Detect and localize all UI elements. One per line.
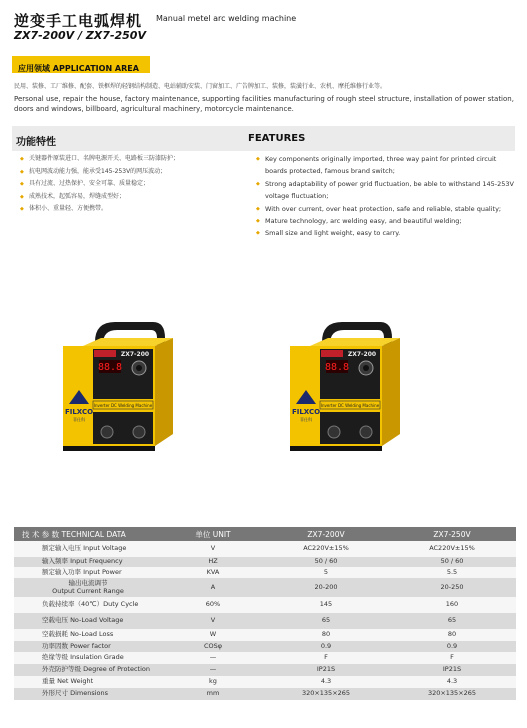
table-row <box>14 613 516 629</box>
value-200-cell: 50 / 60 <box>264 557 388 567</box>
unit-cell: V <box>162 541 264 557</box>
value-250-cell: 20-250 <box>388 578 516 597</box>
welder-image <box>55 316 185 466</box>
value-250-cell: 0.9 <box>388 641 516 652</box>
panel-strip-label: Inverter DC Welding Machine <box>93 403 153 408</box>
value-250-cell: IP21S <box>388 664 516 676</box>
value-200-cell: 145 <box>264 597 388 613</box>
param-cell: 输出电流调节 Output Current Range <box>14 578 162 597</box>
table-row <box>14 557 516 567</box>
col-header-model-250: ZX7-250V <box>388 527 516 541</box>
value-200-cell: 20-200 <box>264 578 388 597</box>
feature-item: ◆ Strong adaptability of power grid fluctuation, be able to withstand 145-253V voltage fluctuation; <box>256 178 516 203</box>
unit-cell: — <box>162 664 264 676</box>
value-200-cell: 80 <box>264 629 388 641</box>
page-subtitle: Manual metel arc welding machine <box>156 14 297 23</box>
value-250-cell: 4.3 <box>388 676 516 688</box>
unit-cell: COSφ <box>162 641 264 652</box>
spec-table-header <box>14 527 516 541</box>
unit-cell: kg <box>162 676 264 688</box>
value-200-cell: 5 <box>264 567 388 578</box>
feature-item: ◆ 关键器件原装进口、名牌电源开关、电路板三防漆防护； <box>20 153 240 166</box>
value-200-cell: AC220V±15% <box>264 541 388 557</box>
panel-strip-label: Inverter DC Welding Machine <box>320 403 380 408</box>
model-numbers: ZX7-200V / ZX7-250V <box>14 29 146 42</box>
param-cell: 外形尺寸 Dimensions <box>14 688 162 700</box>
param-cell: 额定输入电压 Input Voltage <box>14 541 162 557</box>
value-250-cell: 80 <box>388 629 516 641</box>
unit-cell: A <box>162 578 264 597</box>
brand-logo-cn: 菲仕科 <box>73 417 85 422</box>
panel-model-label: ZX7-200 <box>120 351 150 358</box>
value-200-cell: 0.9 <box>264 641 388 652</box>
unit-cell: KVA <box>162 567 264 578</box>
param-cell: 重量 Net Weight <box>14 676 162 688</box>
features-heading-en: FEATURES <box>248 133 306 144</box>
param-cell: 空载电压 No-Load Voltage <box>14 613 162 629</box>
unit-cell: 60% <box>162 597 264 613</box>
table-row <box>14 688 516 700</box>
unit-cell: HZ <box>162 557 264 567</box>
application-band <box>12 56 150 73</box>
param-cell: 外壳防护等级 Degree of Protection <box>14 664 162 676</box>
value-250-cell: 5.5 <box>388 567 516 578</box>
value-200-cell: IP21S <box>264 664 388 676</box>
col-header-unit: 单位 UNIT <box>162 527 264 541</box>
table-row <box>14 664 516 676</box>
value-250-cell: F <box>388 652 516 664</box>
unit-cell: mm <box>162 688 264 700</box>
brand-logo-cn: 菲仕科 <box>300 417 312 422</box>
feature-item: ◆ 体积小、重量轻、方便携带。 <box>20 203 240 216</box>
param-cell: 空载损耗 No-Load Loss <box>14 629 162 641</box>
value-200-cell: 65 <box>264 613 388 629</box>
unit-cell: W <box>162 629 264 641</box>
feature-item: ◆ 成熟技术，起弧容易，焊缝成型好； <box>20 191 240 204</box>
unit-cell: V <box>162 613 264 629</box>
features-heading-cn: 功能特性 <box>16 137 56 148</box>
value-250-cell: 65 <box>388 613 516 629</box>
feature-item: ◆ Mature technology, arc welding easy, and beautiful welding; <box>256 215 516 227</box>
page-title: 逆变手工电弧焊机 <box>14 12 143 30</box>
table-row <box>14 567 516 578</box>
table-row <box>14 629 516 641</box>
value-200-cell: 4.3 <box>264 676 388 688</box>
value-250-cell: 50 / 60 <box>388 557 516 567</box>
table-row <box>14 597 516 613</box>
value-250-cell: 320×135×265 <box>388 688 516 700</box>
feature-item: ◆ 具有过流、过热保护、安全可靠、质量稳定； <box>20 178 240 191</box>
value-200-cell: 320×135×265 <box>264 688 388 700</box>
param-cell: 功率因数 Power factor <box>14 641 162 652</box>
panel-model-label: ZX7-200 <box>347 351 377 358</box>
application-heading: 应用领域 APPLICATION AREA <box>18 64 139 73</box>
table-row <box>14 578 516 597</box>
spec-table <box>14 527 516 700</box>
brand-logo-text: FILXCO <box>64 408 94 416</box>
table-row <box>14 641 516 652</box>
features-list-cn <box>20 153 240 216</box>
unit-cell: — <box>162 652 264 664</box>
display-readout: 88.8 <box>324 362 350 373</box>
welder-image <box>282 316 412 466</box>
feature-item: ◆ 抗电网波动能力强，能承受145-253V的网压波动； <box>20 166 240 179</box>
table-row <box>14 652 516 664</box>
table-row <box>14 541 516 557</box>
value-250-cell: 160 <box>388 597 516 613</box>
application-text-cn: 民用、装修、工厂维修、配套、铁框焊的轻钢结构制造、电站辅助安装、门窗加工、广告牌加工、装修，装潢行业、农机、摩托维修行业等。 <box>14 83 387 90</box>
application-text-en: Personal use, repair the house, factory maintenance, supporting facilities manufacturing of rough steel structure, installation of power station, doors and windows, billboard, agricultural machinery, motorcycle maintenance. <box>14 95 514 113</box>
param-cell: 额定输入功率 Input Power <box>14 567 162 578</box>
feature-item: ◆ Key components originally imported, three way paint for printed circuit boards protected, famous brand switch; <box>256 153 516 178</box>
param-cell: 输入频率 Input Frequency <box>14 557 162 567</box>
value-200-cell: F <box>264 652 388 664</box>
value-250-cell: AC220V±15% <box>388 541 516 557</box>
param-cell: 绝缘等级 Insulation Grade <box>14 652 162 664</box>
features-list-en <box>256 153 516 240</box>
display-readout: 88.8 <box>97 362 123 373</box>
col-header-param: 技 术 参 数 TECHNICAL DATA <box>14 527 162 541</box>
feature-item: ◆ With over current, over heat protection, safe and reliable, stable quality; <box>256 203 516 215</box>
param-cell: 负载持续率（40℃）Duty Cycle <box>14 597 162 613</box>
col-header-model-200: ZX7-200V <box>264 527 388 541</box>
brand-logo-text: FILXCO <box>291 408 321 416</box>
feature-item: ◆ Small size and light weight, easy to carry. <box>256 227 516 239</box>
table-row <box>14 676 516 688</box>
